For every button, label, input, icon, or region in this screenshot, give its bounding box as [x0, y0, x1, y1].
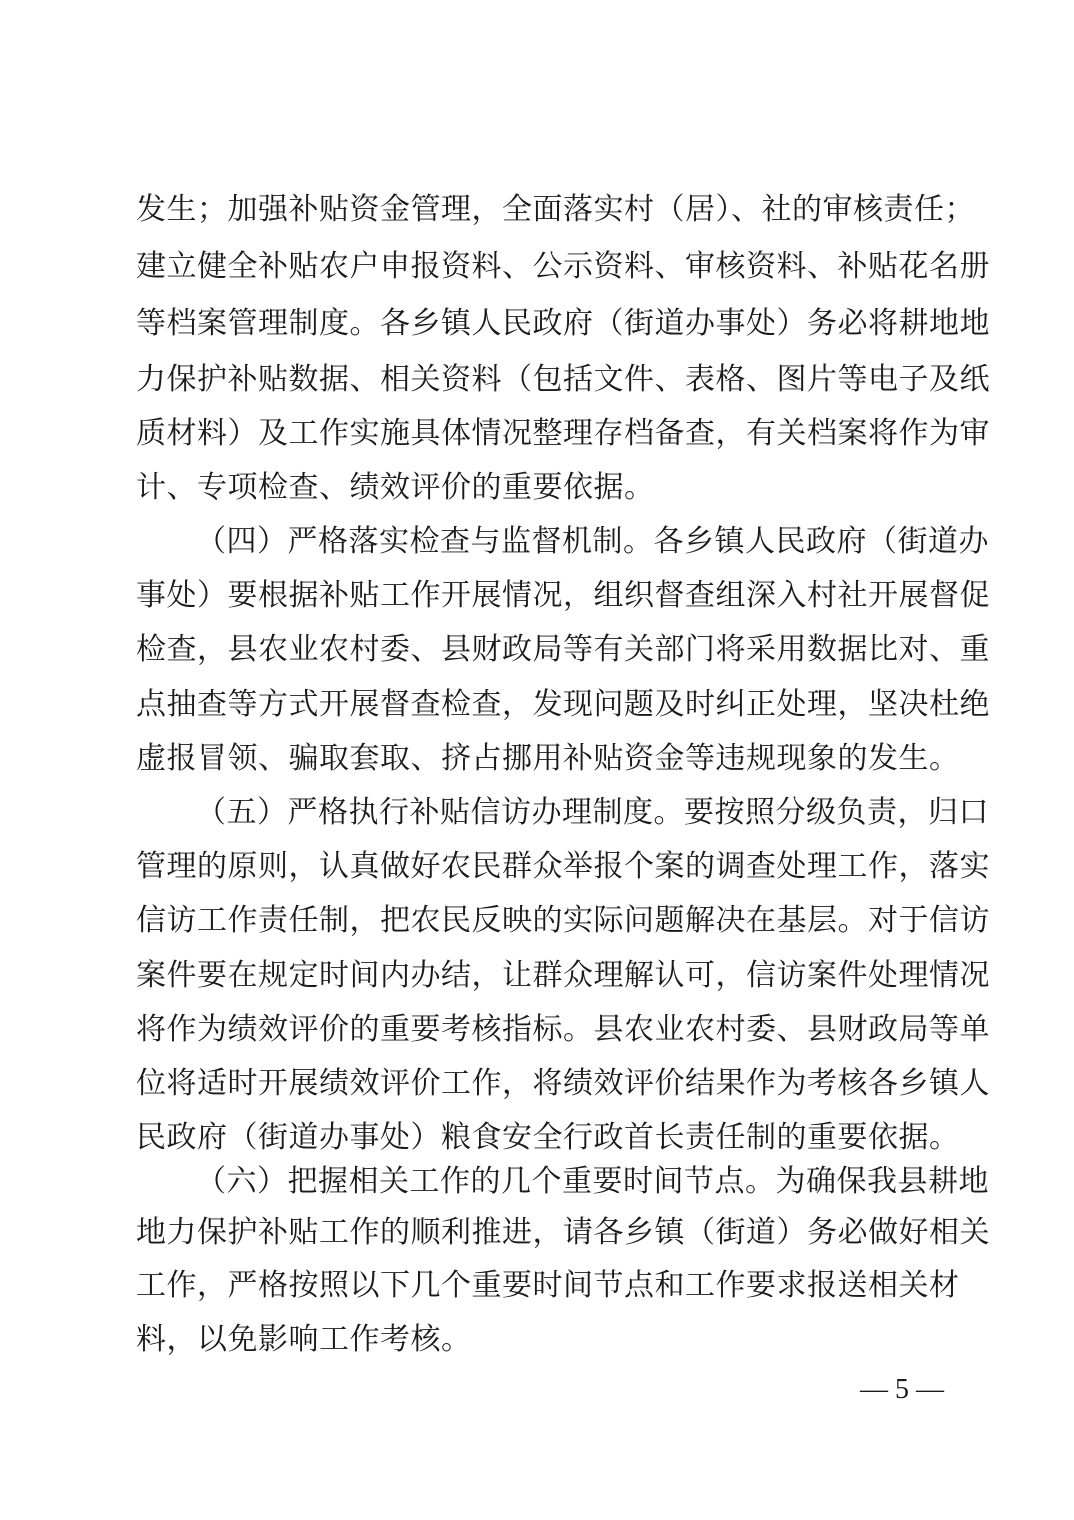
paragraph-heading-line: （四）严格落实检查与监督机制。各乡镇人民政府（街道办 [196, 524, 989, 559]
body-line: 点抽查等方式开展督查检查，发现问题及时纠正处理，坚决杜绝 [136, 687, 990, 722]
body-line: 地力保护补贴工作的顺利推进，请各乡镇（街道）务必做好相关 [136, 1215, 990, 1250]
body-line: 等档案管理制度。各乡镇人民政府（街道办事处）务必将耕地地 [136, 306, 990, 341]
body-line: 检查，县农业农村委、县财政局等有关部门将采用数据比对、重 [136, 632, 990, 667]
body-line: 工作，严格按照以下几个重要时间节点和工作要求报送相关材 [136, 1268, 960, 1303]
body-line: 管理的原则，认真做好农民群众举报个案的调查处理工作，落实 [136, 849, 990, 884]
page-number: — 5 — [860, 1374, 944, 1405]
paragraph-heading-line: （五）严格执行补贴信访办理制度。要按照分级负责，归口 [196, 795, 989, 830]
body-line: 民政府（街道办事处）粮食安全行政首长责任制的重要依据。 [136, 1120, 960, 1155]
body-line: 建立健全补贴农户申报资料、公示资料、审核资料、补贴花名册 [136, 249, 990, 284]
body-line: 发生；加强补贴资金管理，全面落实村（居）、社的审核责任； [136, 192, 975, 227]
body-line: 计、专项检查、绩效评价的重要依据。 [136, 470, 655, 505]
body-line: 信访工作责任制，把农民反映的实际问题解决在基层。对于信访 [136, 903, 990, 938]
body-line: 料，以免影响工作考核。 [136, 1322, 472, 1357]
paragraph-heading-line: （六）把握相关工作的几个重要时间节点。为确保我县耕地 [196, 1164, 989, 1199]
body-line: 将作为绩效评价的重要考核指标。县农业农村委、县财政局等单 [136, 1012, 990, 1047]
body-line: 质材料）及工作实施具体情况整理存档备查，有关档案将作为审 [136, 416, 990, 451]
body-line: 虚报冒领、骗取套取、挤占挪用补贴资金等违规现象的发生。 [136, 741, 960, 776]
body-line: 事处）要根据补贴工作开展情况，组织督查组深入村社开展督促 [136, 578, 990, 613]
body-line: 案件要在规定时间内办结，让群众理解认可，信访案件处理情况 [136, 958, 990, 993]
body-line: 位将适时开展绩效评价工作，将绩效评价结果作为考核各乡镇人 [136, 1066, 990, 1101]
body-line: 力保护补贴数据、相关资料（包括文件、表格、图片等电子及纸 [136, 362, 990, 397]
